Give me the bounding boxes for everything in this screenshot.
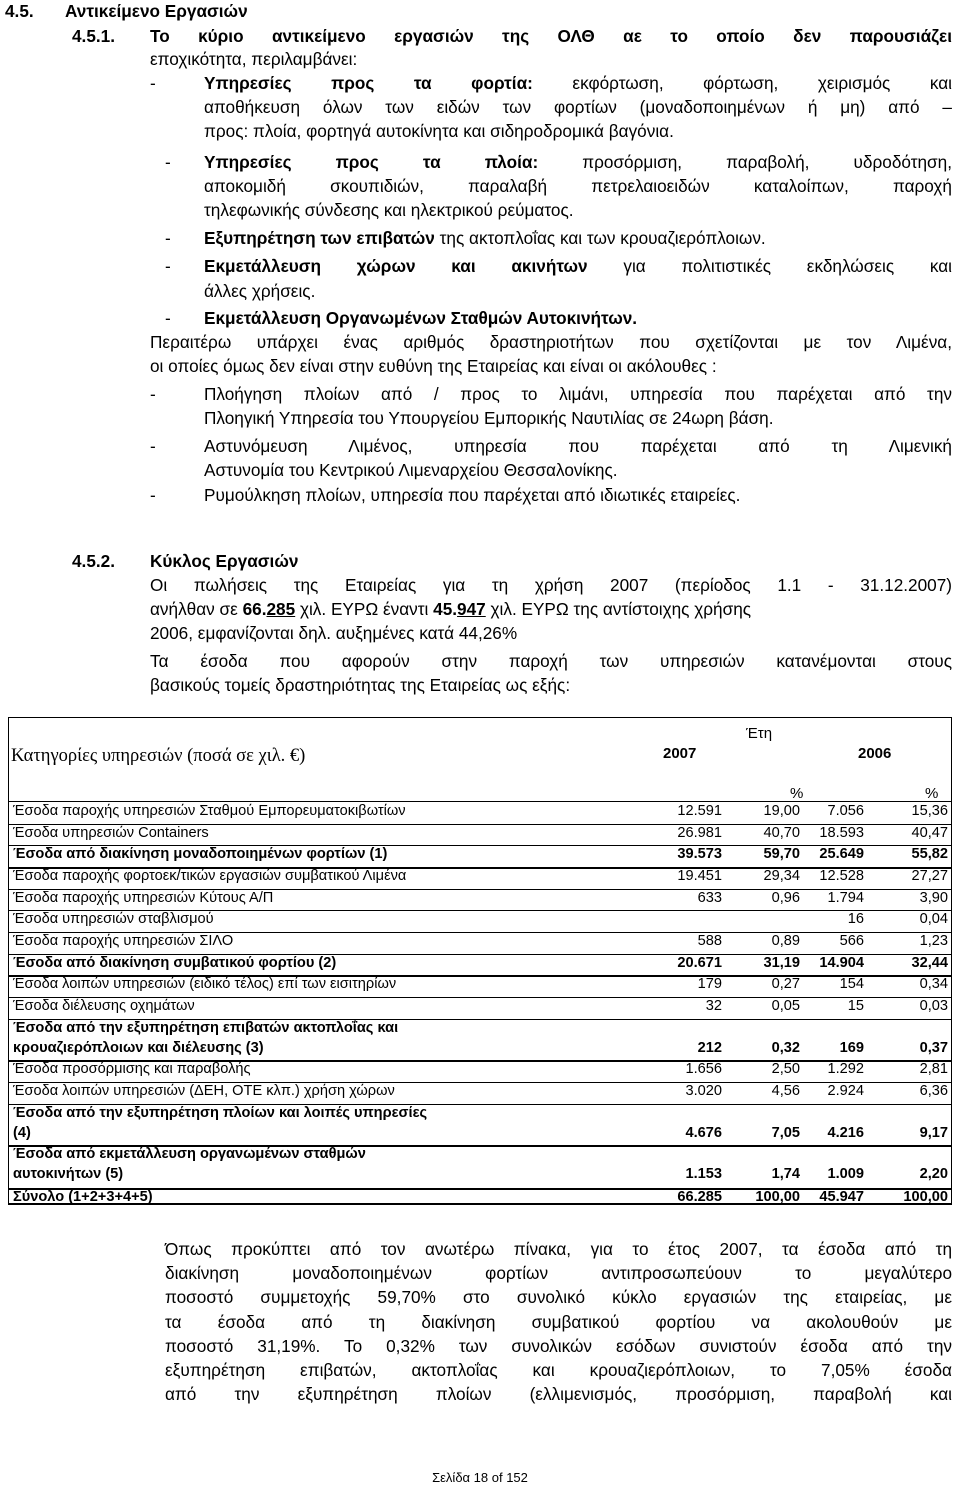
- row-label: Έσοδα από διακίνηση συμβατικού φορτίου (2): [13, 955, 337, 971]
- sales-line-1: Οι πωλήσεις της Εταιρείας για τη χρήση 2007 (περίοδος 1.1 - 31.12.2007): [150, 575, 952, 595]
- list-item-5: Εκμετάλλευση Οργανωμένων Σταθμών Αυτοκινήτων.: [204, 308, 638, 328]
- pct-2007: 2,50: [771, 1061, 800, 1077]
- list-dash: -: [165, 152, 171, 172]
- value-2007: 66.285: [677, 1189, 722, 1205]
- year-2007-header: 2007: [663, 745, 697, 762]
- pct-2006: 100,00: [903, 1189, 948, 1205]
- pct-2006: 3,90: [919, 890, 948, 906]
- pct-2006: 0,37: [919, 1040, 948, 1056]
- value-2006: 16: [847, 911, 864, 927]
- row-label-continued: (4): [13, 1125, 31, 1141]
- section-number: 4.5.: [5, 1, 34, 21]
- pct-2006: 0,03: [919, 998, 948, 1014]
- pct-2007: 0,05: [771, 998, 800, 1014]
- table-row: [8, 1146, 952, 1189]
- value-2006: 1.292: [827, 1061, 864, 1077]
- value-2007: 633: [697, 890, 722, 906]
- value-2007: 4.676: [685, 1125, 722, 1141]
- row-label: Έσοδα υπηρεσιών σταβλισμού: [13, 911, 214, 927]
- row-label: Έσοδα παροχής υπηρεσιών ΣΙΛΟ: [13, 933, 234, 949]
- value-2007: 212: [697, 1040, 722, 1056]
- pct-2006: 40,47: [911, 825, 948, 841]
- row-label-continued: αυτοκινήτων (5): [13, 1166, 124, 1182]
- closing-line: τα έσοδα από τη διακίνηση συμβατικού φορτίου να ακολουθούν με: [165, 1312, 952, 1332]
- pct-2006: 27,27: [911, 868, 948, 884]
- row-label: Έσοδα παροχής υπηρεσιών Κύτους Α/Π: [13, 890, 274, 906]
- value-2006: 1.794: [827, 890, 864, 906]
- row-label: Έσοδα από εκμετάλλευση οργανωμένων σταθμών: [13, 1146, 366, 1162]
- list-dash: -: [150, 485, 156, 505]
- value-2006: 1.009: [827, 1166, 864, 1182]
- years-header: Έτη: [746, 725, 773, 742]
- list-dash: -: [165, 228, 171, 248]
- subsection-title: Κύκλος Εργασιών: [150, 551, 299, 571]
- pct-2006: 32,44: [911, 955, 948, 971]
- row-label: Έσοδα υπηρεσιών Containers: [13, 825, 209, 841]
- row-label: Έσοδα λοιπών υπηρεσιών (ειδικό τέλος) επί των εισιτηρίων: [13, 976, 397, 992]
- pct-2006: 9,17: [919, 1125, 948, 1141]
- row-label: Έσοδα από την εξυπηρέτηση πλοίων και λοιπές υπηρεσίες: [13, 1105, 428, 1121]
- list-dash: -: [150, 384, 156, 404]
- pct-2006: 55,82: [911, 846, 948, 862]
- list-dash: -: [165, 308, 171, 328]
- intro-line-1: Το κύριο αντικείμενο εργασιών της ΟΛΘ αε το οποίο δεν παρουσιάζει: [150, 26, 952, 46]
- table-row: [8, 1189, 952, 1204]
- table-row: [8, 1061, 952, 1083]
- value-2006: 169: [839, 1040, 864, 1056]
- other-2-line-1: Αστυνόμευση Λιμένος, υπηρεσία που παρέχεται από τη Λιμενική: [204, 436, 952, 456]
- list-dash: -: [165, 256, 171, 276]
- para-line-2: οι οποίες όμως δεν είναι στην ευθύνη της Εταιρείας και είναι οι ακόλουθες :: [150, 356, 717, 376]
- closing-line: Όπως προκύπτει από τον ανωτέρω πίνακα, για το έτος 2007, τα έσοδα από τη: [165, 1239, 952, 1259]
- value-2007: 179: [697, 976, 722, 992]
- value-2006: 45.947: [819, 1189, 864, 1205]
- row-label: Έσοδα παροχής φορτοεκ/τικών εργασιών συμβατικού Λιμένα: [13, 868, 407, 884]
- pct-header-2007: %: [790, 785, 804, 802]
- pct-2007: 59,70: [763, 846, 800, 862]
- list-item-4-line-2: άλλες χρήσεις.: [204, 281, 316, 301]
- table-row: [8, 955, 952, 976]
- value-2007: 12.591: [677, 803, 722, 819]
- pct-2007: 19,00: [763, 803, 800, 819]
- value-2006: 12.528: [819, 868, 864, 884]
- row-label-continued: κρουαζιερόπλοιων και διέλευσης (3): [13, 1040, 264, 1056]
- page-footer: Σελίδα 18 of 152: [432, 1470, 528, 1485]
- closing-line: από την εξυπηρέτηση πλοίων (ελλιμενισμός, προσόρμιση, παραβολή και: [165, 1384, 952, 1404]
- table-title: Κατηγορίες υπηρεσιών (ποσά σε χιλ. €): [11, 746, 306, 766]
- list-item-3: Εξυπηρέτηση των επιβατών της ακτοπλοΐας και των κρουαζιερόπλοιων.: [204, 228, 766, 248]
- other-1-line-1: Πλοήγηση πλοίων από / προς το λιμάνι, υπηρεσία που παρέχεται από την: [204, 384, 952, 404]
- value-2006: 566: [839, 933, 864, 949]
- row-divider: [8, 1203, 952, 1205]
- table-row: [8, 803, 952, 825]
- pct-2006: 0,04: [919, 911, 948, 927]
- pct-2007: 29,34: [763, 868, 800, 884]
- list-item-2-line-2: αποκομιδή σκουπιδιών, παραλαβή πετρελαιοειδών καταλοίπων, παροχή: [204, 176, 952, 196]
- value-2006: 154: [839, 976, 864, 992]
- table-row: [8, 825, 952, 846]
- other-3-line-1: Ρυμούλκηση πλοίων, υπηρεσία που παρέχεται από ιδιωτικές εταιρείες.: [204, 485, 741, 505]
- pct-2007: 4,56: [771, 1083, 800, 1099]
- list-item-1-line-3: προς: πλοία, φορτηγά αυτοκίνητα και σιδηροδρομικά βαγόνια.: [204, 121, 674, 141]
- pct-2006: 0,34: [919, 976, 948, 992]
- value-2007: 26.981: [677, 825, 722, 841]
- pct-2007: 0,32: [771, 1040, 800, 1056]
- table-row: [8, 976, 952, 998]
- value-2007: 1.656: [685, 1061, 722, 1077]
- value-2006: 7.056: [827, 803, 864, 819]
- closing-line: εξυπηρέτηση επιβατών, ακτοπλοΐας και κρουαζιερόπλοιων, το 7,05% έσοδα: [165, 1360, 952, 1380]
- pct-2007: 7,05: [771, 1125, 800, 1141]
- value-2006: 25.649: [819, 846, 864, 862]
- pct-2007: 0,89: [771, 933, 800, 949]
- pct-2006: 2,20: [919, 1166, 948, 1182]
- other-2-line-2: Αστυνομία του Κεντρικού Λιμεναρχείου Θεσσαλονίκης.: [204, 460, 618, 480]
- value-2007: 32: [705, 998, 722, 1014]
- value-2006: 15: [847, 998, 864, 1014]
- row-label: Έσοδα από την εξυπηρέτηση επιβατών ακτοπλοΐας και: [13, 1020, 399, 1036]
- sales-line-2: ανήλθαν σε 66.285 χιλ. ΕΥΡΩ έναντι 45.947 χιλ. ΕΥΡΩ της αντίστοιχης χρήσης: [150, 599, 752, 619]
- row-label: Έσοδα διέλευσης οχημάτων: [13, 998, 195, 1014]
- list-item-1-line-2: αποθήκευση όλων των ειδών των φορτίων (μοναδοποιημένων ή μη) από –: [204, 97, 952, 117]
- list-dash: -: [150, 436, 156, 456]
- year-2006-header: 2006: [858, 745, 892, 762]
- list-dash: -: [150, 73, 156, 93]
- table-row: [8, 868, 952, 890]
- closing-line: ποσοστό 31,19%. Το 0,32% των συνολικών εσόδων συνιστούν έσοδα από την: [165, 1336, 952, 1356]
- pct-2007: 100,00: [755, 1189, 800, 1205]
- table-row: [8, 890, 952, 911]
- row-label: Έσοδα λοιπών υπηρεσιών (ΔΕΗ, ΟΤΕ κλπ.) χρήση χώρων: [13, 1083, 395, 1099]
- table-row: [8, 1083, 952, 1105]
- list-item-2-line-1: Υπηρεσίες προς τα πλοία: προσόρμιση, παραβολή, υδροδότηση,: [204, 152, 952, 172]
- pct-2007: 31,19: [763, 955, 800, 971]
- list-item-2-line-3: τηλεφωνικής σύνδεσης και ηλεκτρικού ρεύματος.: [204, 200, 574, 220]
- list-item-4-line-1: Εκμετάλλευση χώρων και ακινήτων για πολιτιστικές εκδηλώσεις και: [204, 256, 952, 276]
- table-row: [8, 933, 952, 955]
- row-label: Έσοδα από διακίνηση μοναδοποιημένων φορτίων (1): [13, 846, 388, 862]
- revenue-line-2: βασικούς τομείς δραστηριότητας της Εταιρείας ως εξής:: [150, 675, 571, 695]
- pct-2007: 40,70: [763, 825, 800, 841]
- value-2007: 1.153: [685, 1166, 722, 1182]
- row-label: Έσοδα παροχής υπηρεσιών Σταθμού Εμπορευματοκιβωτίων: [13, 803, 406, 819]
- para-line-1: Περαιτέρω υπάρχει ένας αριθμός δραστηριοτήτων που σχετίζονται με τον Λιμένα,: [150, 332, 952, 352]
- pct-2006: 6,36: [919, 1083, 948, 1099]
- pct-2007: 0,96: [771, 890, 800, 906]
- closing-line: ποσοστό συμμετοχής 59,70% στο συνολικό κύκλο εργασιών της εταιρείας, με: [165, 1287, 952, 1307]
- value-2006: 2.924: [827, 1083, 864, 1099]
- row-label: Έσοδα προσόρμισης και παραβολής: [13, 1061, 251, 1077]
- pct-2007: 0,27: [771, 976, 800, 992]
- table-row: [8, 1020, 952, 1061]
- value-2006: 18.593: [819, 825, 864, 841]
- subsection-number: 4.5.1.: [72, 26, 116, 46]
- subsection-number: 4.5.2.: [72, 551, 116, 571]
- pct-2006: 1,23: [919, 933, 948, 949]
- revenue-line-1: Τα έσοδα που αφορούν στην παροχή των υπηρεσιών κατανέμονται στους: [150, 651, 952, 671]
- value-2007: 39.573: [677, 846, 722, 862]
- value-2006: 14.904: [819, 955, 864, 971]
- value-2007: 588: [697, 933, 722, 949]
- table-header-divider: [8, 801, 952, 802]
- table-row: [8, 1105, 952, 1146]
- section-title: Αντικείμενο Εργασιών: [65, 1, 248, 21]
- other-1-line-2: Πλοηγική Υπηρεσία του Υπουργείου Εμπορικής Ναυτιλίας σε 24ωρη βάση.: [204, 408, 774, 428]
- table-row: [8, 911, 952, 933]
- value-2007: 20.671: [677, 955, 722, 971]
- value-2007: 3.020: [685, 1083, 722, 1099]
- sales-line-3: 2006, εμφανίζονται δηλ. αυξημένες κατά 44,26%: [150, 623, 518, 643]
- list-item-1-line-1: Υπηρεσίες προς τα φορτία: εκφόρτωση, φόρτωση, χειρισμός και: [204, 73, 952, 93]
- value-2006: 4.216: [827, 1125, 864, 1141]
- closing-line: διακίνηση μοναδοποιημένων φορτίων αντιπροσωπεύουν το μεγαλύτερο: [165, 1263, 952, 1283]
- pct-header-2006: %: [925, 785, 939, 802]
- value-2007: 19.451: [677, 868, 722, 884]
- table-row: [8, 846, 952, 868]
- pct-2007: 1,74: [771, 1166, 800, 1182]
- pct-2006: 15,36: [911, 803, 948, 819]
- intro-line-2: εποχικότητα, περιλαμβάνει:: [150, 49, 358, 69]
- row-label: Σύνολο (1+2+3+4+5): [13, 1189, 153, 1205]
- pct-2006: 2,81: [919, 1061, 948, 1077]
- table-row: [8, 998, 952, 1020]
